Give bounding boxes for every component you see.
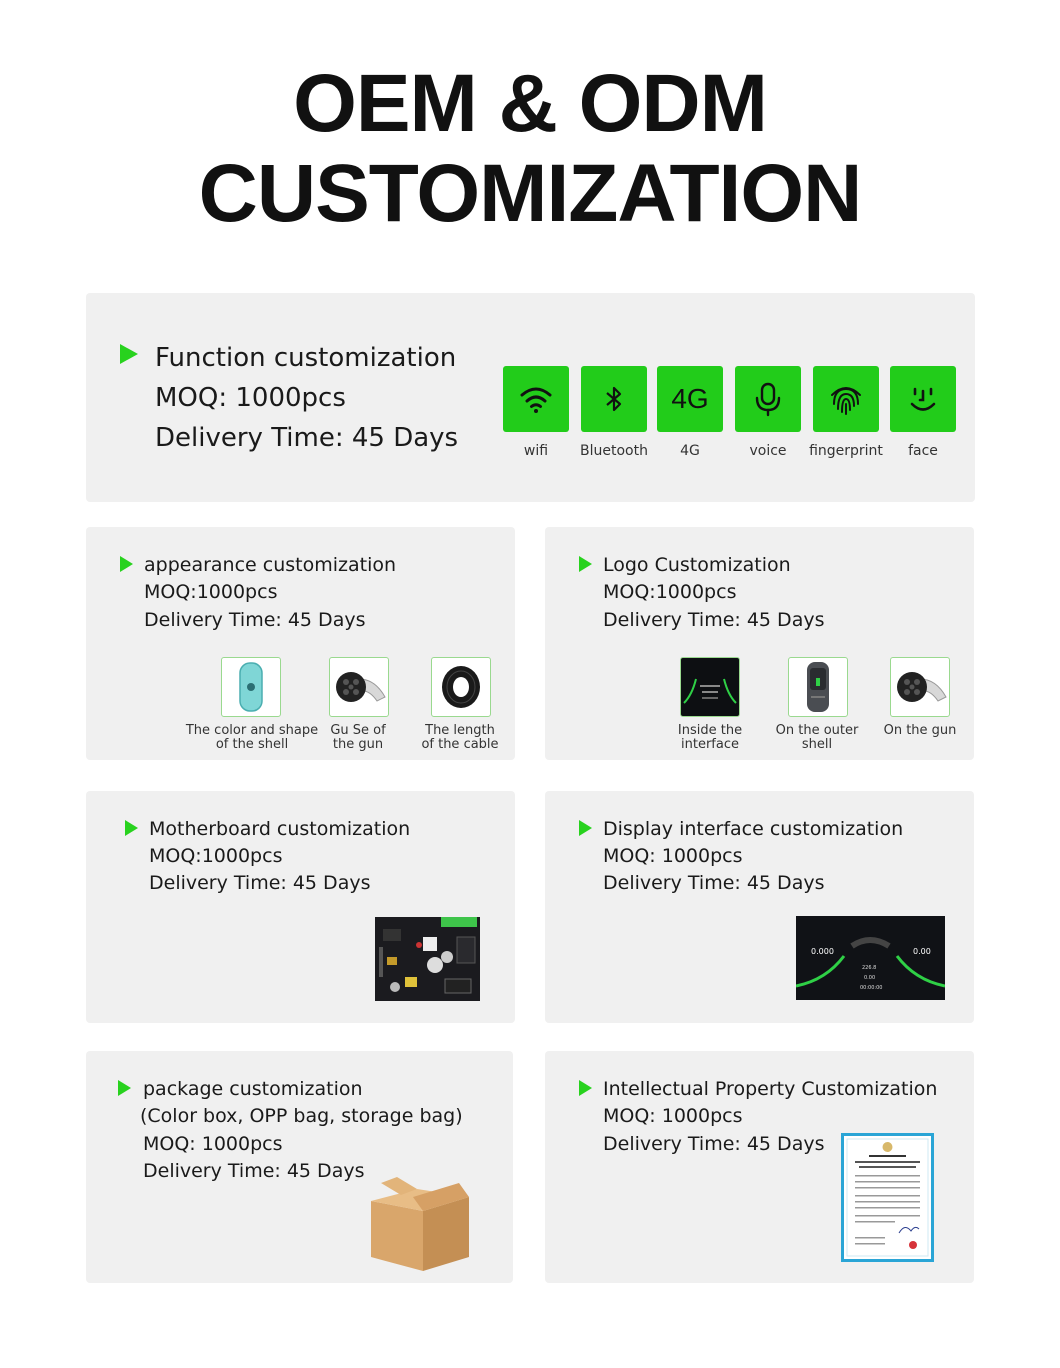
- cable-coil-image: [431, 657, 491, 717]
- feature-label-bluetooth: Bluetooth: [580, 443, 648, 459]
- page-title-line1: OEM & ODM: [293, 58, 767, 149]
- face-icon: [890, 366, 956, 432]
- fingerprint-icon: [813, 366, 879, 432]
- delivery-text: Delivery Time: 45 Days: [149, 872, 371, 894]
- bullet-triangle-icon: [118, 1080, 131, 1096]
- card-heading: Motherboard customization: [149, 818, 411, 840]
- motherboard-image: [375, 917, 480, 1001]
- caption-line: of the shell: [215, 737, 289, 752]
- feature-label-face: face: [908, 443, 938, 459]
- card-heading: package customization: [143, 1078, 363, 1100]
- bluetooth-icon: [581, 366, 647, 432]
- ip-customization-card: [545, 1051, 974, 1283]
- microphone-icon: [735, 366, 801, 432]
- delivery-text: Delivery Time: 45 Days: [155, 423, 459, 453]
- card-heading: Logo Customization: [603, 554, 791, 576]
- caption-interface: [665, 724, 755, 752]
- caption-outer-shell: [767, 724, 867, 752]
- bullet-triangle-icon: [120, 556, 133, 572]
- caption-line: The length: [425, 723, 495, 738]
- bullet-triangle-icon: [120, 344, 138, 364]
- bullet-triangle-icon: [579, 1080, 592, 1096]
- card-heading: Intellectual Property Customization: [603, 1078, 938, 1100]
- moq-text: MOQ: 1000pcs: [603, 845, 743, 867]
- feature-label-fingerprint: fingerprint: [809, 443, 883, 459]
- function-customization-card: [86, 293, 975, 502]
- bullet-triangle-icon: [125, 820, 138, 836]
- package-customization-card: [86, 1051, 513, 1283]
- delivery-text: Delivery Time: 45 Days: [603, 609, 825, 631]
- screen-left-value: 0.000: [811, 947, 834, 956]
- moq-text: MOQ: 1000pcs: [603, 1105, 743, 1127]
- moq-text: MOQ: 1000pcs: [143, 1133, 283, 1155]
- display-screen-image: [796, 916, 945, 1000]
- caption-line: On the gun: [883, 723, 957, 738]
- feature-label-4g: 4G: [680, 443, 700, 459]
- delivery-text: Delivery Time: 45 Days: [144, 609, 366, 631]
- caption-line: On the outer: [775, 723, 859, 738]
- appearance-customization-card: [86, 527, 515, 760]
- interface-screen-image: [680, 657, 740, 717]
- moq-text: MOQ:1000pcs: [149, 845, 283, 867]
- screen-center-value: 0.00: [864, 975, 876, 981]
- 4g-icon: [657, 366, 723, 432]
- card-heading: Function customization: [155, 343, 457, 373]
- bullet-triangle-icon: [579, 820, 592, 836]
- caption-gun-color: [318, 724, 398, 752]
- feature-label-wifi: wifi: [523, 443, 549, 459]
- caption-line: The color and shape: [185, 723, 319, 738]
- package-detail-text: (Color box, OPP bag, storage bag): [140, 1105, 463, 1127]
- bullet-triangle-icon: [579, 556, 592, 572]
- charger-shell-image: [221, 657, 281, 717]
- moq-text: MOQ:1000pcs: [144, 581, 278, 603]
- caption-cable: [415, 724, 505, 752]
- logo-customization-card: [545, 527, 974, 760]
- caption-line: the gun: [332, 737, 384, 752]
- gun-logo-image: [890, 657, 950, 717]
- card-heading: Display interface customization: [603, 818, 904, 840]
- display-customization-card: [545, 791, 974, 1023]
- wifi-icon: [503, 366, 569, 432]
- caption-line: shell: [801, 737, 833, 752]
- caption-line: Inside the: [677, 723, 743, 738]
- delivery-text: Delivery Time: 45 Days: [603, 872, 825, 894]
- caption-gun: [875, 724, 965, 738]
- screen-right-value: 0.00: [913, 947, 931, 956]
- delivery-text: Delivery Time: 45 Days: [603, 1133, 825, 1155]
- charging-gun-image: [329, 657, 389, 717]
- feature-label-voice: voice: [749, 443, 787, 459]
- moq-text: MOQ: 1000pcs: [155, 383, 346, 413]
- certificate-image: [841, 1133, 934, 1262]
- moq-text: MOQ:1000pcs: [603, 581, 737, 603]
- outer-shell-image: [788, 657, 848, 717]
- page-title-line2: CUSTOMIZATION: [198, 148, 862, 239]
- card-heading: appearance customization: [144, 554, 397, 576]
- cardboard-box-image: [367, 1175, 473, 1273]
- caption-line: of the cable: [421, 737, 499, 752]
- caption-shell: [182, 724, 322, 752]
- caption-line: Gu Se of: [330, 723, 386, 738]
- motherboard-customization-card: [86, 791, 515, 1023]
- delivery-text: Delivery Time: 45 Days: [143, 1160, 365, 1182]
- caption-line: interface: [681, 737, 739, 752]
- screen-center-value: 226.8: [862, 965, 877, 971]
- 4g-glyph: 4G: [671, 383, 709, 414]
- screen-center-value: 00:00:00: [860, 985, 883, 991]
